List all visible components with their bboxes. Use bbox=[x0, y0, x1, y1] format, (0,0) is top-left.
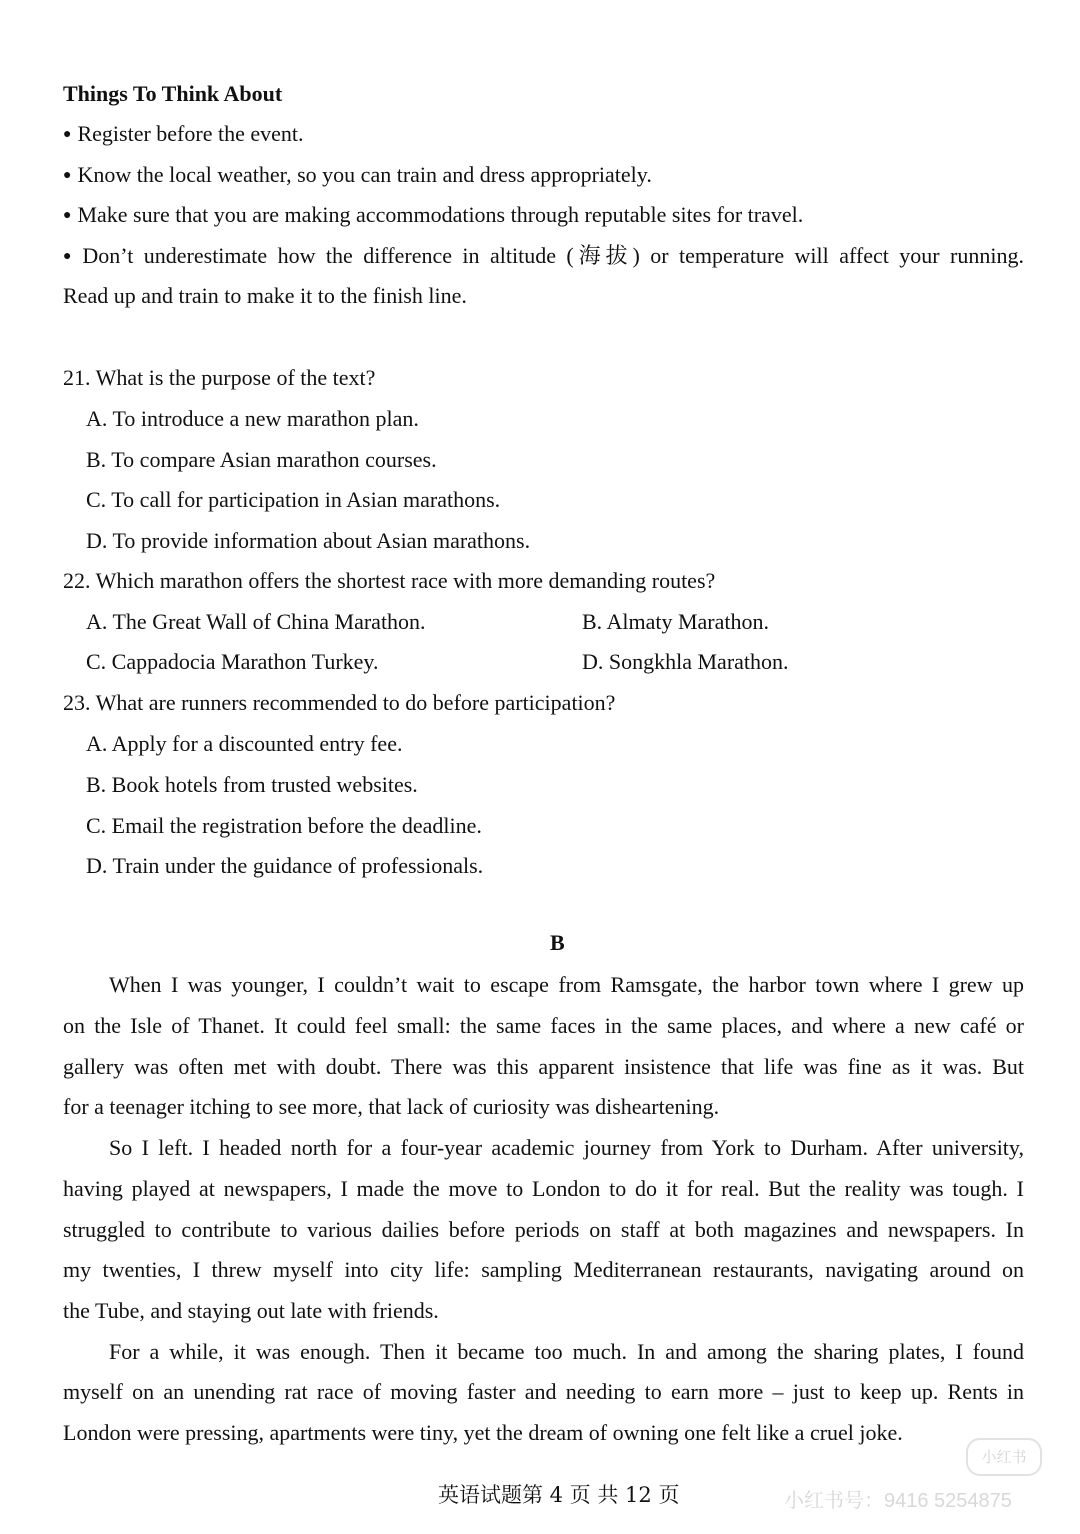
tip-bullet: ● Register before the event. bbox=[63, 120, 303, 152]
answer-option: D. Songkhla Marathon. bbox=[582, 649, 789, 674]
tip-bullet: ● Know the local weather, so you can train and dress appropriately. bbox=[63, 161, 652, 193]
passage-line: So I left. I headed north for a four-year academic journey from York to Durham. After university, bbox=[109, 1135, 1024, 1160]
passage-line: for a teenager itching to see more, that lack of curiosity was disheartening. bbox=[63, 1094, 720, 1119]
passage-line: For a while, it was enough. Then it became too much. In and among the sharing plates, I found bbox=[109, 1339, 1024, 1364]
passage-title: B bbox=[550, 930, 565, 955]
passage-line: struggled to contribute to various dailies before periods on staff at both magazines and newspapers. In bbox=[63, 1217, 1024, 1242]
answer-option: A. The Great Wall of China Marathon. bbox=[86, 609, 426, 634]
answer-option: B. To compare Asian marathon courses. bbox=[86, 447, 437, 472]
answer-option: A. Apply for a discounted entry fee. bbox=[86, 731, 403, 756]
question-stem: 23. What are runners recommended to do before participation? bbox=[63, 690, 616, 715]
tip-continuation: Read up and train to make it to the finish line. bbox=[63, 283, 467, 308]
passage-line: having played at newspapers, I made the move to London to do it for real. But the reality was tough. I bbox=[63, 1176, 1024, 1201]
question-stem: 21. What is the purpose of the text? bbox=[63, 365, 376, 390]
passage-line: When I was younger, I couldn’t wait to escape from Ramsgate, the harbor town where I grew up bbox=[109, 972, 1024, 997]
passage-line: London were pressing, apartments were tiny, yet the dream of owning one felt like a cruel joke. bbox=[63, 1420, 903, 1445]
passage-line: myself on an unending rat race of moving faster and needing to earn more – just to keep up. Rents in bbox=[63, 1379, 1024, 1404]
answer-option: B. Almaty Marathon. bbox=[582, 609, 769, 634]
page-footer: 英语试题第 4 页 共 12 页 bbox=[438, 1483, 680, 1507]
question-stem: 22. Which marathon offers the shortest race with more demanding routes? bbox=[63, 568, 716, 593]
tip-bullet: ● Don’t underestimate how the difference in altitude (海拔) or temperature will affect your running. bbox=[63, 242, 1024, 274]
answer-option: D. Train under the guidance of professionals. bbox=[86, 853, 484, 878]
answer-option: C. Email the registration before the deadline. bbox=[86, 813, 482, 838]
answer-option: C. To call for participation in Asian marathons. bbox=[86, 487, 501, 512]
watermark-id: 小红书号：9416 5254875 bbox=[784, 1490, 1012, 1512]
answer-option: C. Cappadocia Marathon Turkey. bbox=[86, 649, 379, 674]
answer-option: D. To provide information about Asian marathons. bbox=[86, 528, 531, 553]
tip-bullet: ● Make sure that you are making accommodations through reputable sites for travel. bbox=[63, 201, 803, 233]
answer-option: B. Book hotels from trusted websites. bbox=[86, 772, 418, 797]
passage-line: gallery was often met with doubt. There was this apparent insistence that life was fine as it was. But bbox=[63, 1054, 1024, 1079]
passage-line: the Tube, and staying out late with friends. bbox=[63, 1298, 439, 1323]
passage-line: on the Isle of Thanet. It could feel small: the same faces in the same places, and where a new café or bbox=[63, 1013, 1024, 1038]
passage-line: my twenties, I threw myself into city life: sampling Mediterranean restaurants, navigating around on bbox=[63, 1257, 1024, 1282]
answer-option: A. To introduce a new marathon plan. bbox=[86, 406, 419, 431]
watermark-badge: 小红书 bbox=[966, 1438, 1042, 1476]
tips-heading: Things To Think About bbox=[63, 81, 283, 106]
